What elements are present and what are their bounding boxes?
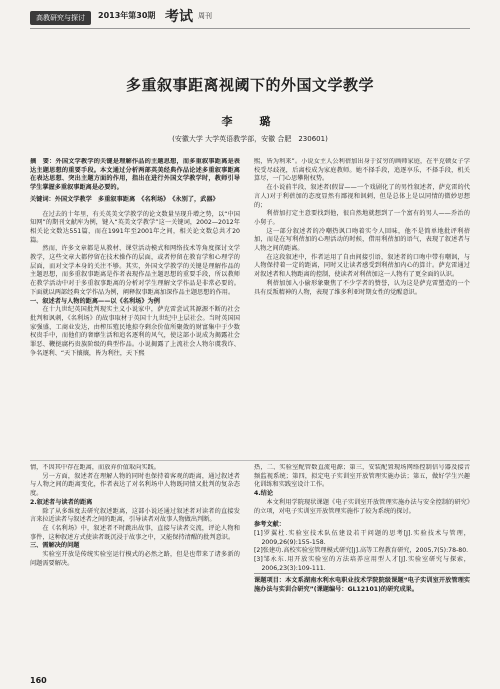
paragraph: 在这段叙述中，作者运用了自由间接引语，叙述者的口吻中带有嘲讽，与人物保持着一定的距离，同时又让读者感受到利蓓加内心的算计。萨克雷通过对叙述者和人物距离的控制，使读者对利蓓加这一人物有了更全面的认识。 (254, 253, 470, 279)
section-heading: 一、叙述者与人物的距离——以《名利场》为例 (30, 297, 160, 305)
references-heading: 参考文献： (254, 521, 285, 529)
author-affiliation: (安徽大学 大学英语教学部，安徽 合肥 230601) (172, 135, 328, 143)
paragraph: 利蓓加加入小偷形象聚焦了不少学者的赞誉，认为这是萨克雷塑造的一个具有反叛精神的人物，表现了维多利亚时期女性的觉醒意识。 (254, 279, 470, 296)
funding-note: 课题项目：本文系湖南水利水电职业技术学院院级课题“电子实训室开放管理实施办法与实训合研究”(课题编号：GL12101)的研究成果。 (254, 573, 470, 594)
paragraph: 熙，皆为利来”。小说女主人公利蓓加出身于贫穷的画师家庭，在平克顿女子学校受尽歧视，后离校成为家庭教师。她不择手段，追逐享乐，不择手段，机关算尽，一门心思攀附权势。 (254, 158, 470, 183)
column-3 (30, 464, 240, 682)
paragraph: 热，二、实验室配管数直流电源；第三，安装配置现场网络控制信号器及接音频监视系统；第四，拟定电子实训室开放管理实施办法；第五，做好学生兴趣化训练和实践室设计工作。 (254, 464, 470, 489)
keywords: 关键词：外国文学教学 多重叙事距离 《名利场》 《永别了，武器》 (30, 195, 219, 203)
paragraph: 情，不因其中存在距离，而放弃价值取向实践。 (30, 464, 160, 471)
paragraph: 在《名利场》中，叙述者不时跳出故事，直接与读者交流，评论人物和事件，这种叙述方式使读者既沉浸于故事之中，又能保持清醒的批判意识。 (30, 524, 240, 541)
references-list (254, 530, 470, 574)
article-author: 李 璐 (221, 115, 279, 128)
section-heading: 三、需解决的问题 (30, 542, 80, 550)
subsection-heading: 2.叙述者与读者的距离 (30, 498, 93, 506)
paragraph: 然而，许多文章都是从教材、课堂活动模式和网络技术等角度探讨文学教学，这些文章大都停留在技术操作的层面，或者停留在教育学和心理学的层面，而对文学本身的关注不够。其实，外国文学教学的关键是理解作品的主题思想，而多重叙事距离是作者表现作品主题思想的重要手段，所以教师在教学活动中对于多重叙事距离的分析对学生理解文学作品是非常必要的。下面就以两部经典文学作品为例，阐释叙事距离加深作品主题思想的作用。 (30, 245, 240, 296)
reference-item: [1]罗翼杜.实验室技术队伍建设若干问题的思考[J].实验技术与管理，2009,26(9):155-158. (254, 529, 470, 546)
abstract: 摘 要：外国文学教学的关键是理解作品的主题思想，而多重叙事距离是表达主题思想的重要手段。本文通过分析两部英美经典作品论述多重叙事距离在表达思想、突出主题方面的作用，指出在进行外国文学教学时，教师引导学生掌握多重叙事距离是必要的。 (30, 158, 240, 192)
reference-item: [3]邹永东.用开放实验室的方法培养应用型人才[J].实验室研究与探索，2006,23(3):109-111. (254, 556, 470, 572)
paragraph: 实验室开放是传统实验室运行模式的必然之路，但是也带来了诸多新的问题需要解决。 (30, 551, 240, 567)
column-4 (254, 464, 470, 682)
paragraph: 在小说前半段，叙述者(假冒——一个戏剧化了的男性叙述者，萨克雷的代言人)对于利蓓加的态度显然有鄙视和讽刺，但是总体上是以同情的微妙思想的； (254, 184, 470, 209)
section-tab: 高教研究与探讨 (30, 11, 91, 25)
column-2 (254, 158, 470, 458)
column-1 (30, 158, 240, 458)
conclusion-heading: 4.结论 (254, 490, 274, 498)
paragraph: 这一部分叙述者的冷嘲热讽口吻着实令人回味，他不是简单地批评利蓓加，而是在写利蓓加的心理活动的时候，借用利蓓加的语气，表现了叙述者与人物之间的距离。 (254, 227, 470, 253)
page-header (0, 0, 500, 40)
journal-brand-sub: 周刊 (198, 12, 212, 20)
paragraph: 本文利用学院现状课题《电子实训室开放管理实施办法与安全控制的研究》的立项，对电子实训室开放管理实施作了较为系统的探讨。 (254, 498, 470, 515)
paragraph: 另一方面，叙述者在理解人物的同时也保持着客观的距离，通过叙述者与人物之间的距离变化，作者表达了对名利场中人物既同情又批判的复杂态度。 (30, 472, 240, 498)
section-divider (30, 460, 470, 461)
header-rule (30, 28, 470, 29)
paragraph: 在过去的十年里，有关英美文学教学的论文数量呈现升增之势，以“中国知网”的期刊文献库为例，键入“英美文学教学”这一关键词，2002—2012年相关论文数达551篇，而在1991年至2001年之间，相关论文数总共才20篇。 (30, 210, 240, 244)
paragraph: 利蓓加打定主意要找到他，很自然地就想到了一个富有的男人——乔治的小舅子。 (254, 210, 470, 226)
paragraph: 除了从多维度去研究叙述距离，这部小说还通过叙述者对读者的直接发言来拉近读者与叙述者之间的距离，引导读者对故事人物做出判断。 (30, 507, 240, 524)
paragraph: 在十九世纪英国批判现实主义小说家中，萨克雷尝试其源源不断的社会批判和讽刺，《名利场》的故事取材于英国十九世纪中上层社会。当时英国国家强盛，工商业发达，由榨压殖民地掠夺剩余价值所聚敛的财富集中于少数权贵手中，而他们的奢靡生活和追名逐利的风气，使这部小说成为揭露社会罪恶、鞭挞腐朽贵族阶级的典型作品。小说揭露了上流社会人物尔虞我诈、争名逐利、“天下攘攘，皆为利往，天下熙 (30, 306, 240, 357)
journal-brand: 考试 (165, 9, 193, 25)
page-number: 160 (30, 676, 47, 685)
reference-item: [2]张建功.高校实验室管理模式研究[J].高等工程教育研究，2005,7(5):78-80. (254, 547, 469, 555)
article-title: 多重叙事距离视阈下的外国文学教学 (125, 76, 374, 94)
issue-label: 2013年第30期 (98, 11, 156, 20)
